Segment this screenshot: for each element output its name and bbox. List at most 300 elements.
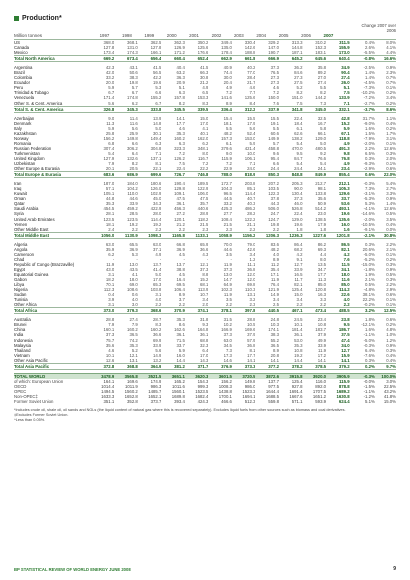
value-cell: 10.8 — [294, 347, 303, 353]
row-label: Equatorial Guinea — [14, 271, 49, 277]
value-cell: 37.3 — [270, 65, 279, 71]
value-cell: 15.0 — [200, 115, 209, 121]
value-cell: 15.2 — [200, 277, 209, 283]
footnote: *Includes crude oil, shale oil, oil sands and NGLs (the liquid content of natural gas where this is recovered separately). Excludes liquid fuels from other sources such as biomass and coal derivatives. — [14, 408, 346, 413]
value-cell: 84.6 — [294, 70, 303, 76]
value-cell: 473.4 — [303, 308, 327, 314]
value-cell: 7.1 — [155, 150, 162, 156]
value-cell: 4.1 — [131, 271, 138, 277]
value-cell: 38.3 — [129, 75, 138, 81]
row-label: Egypt — [14, 266, 25, 272]
share-cell: 2.2% — [386, 241, 396, 247]
value-cell: 95.4 — [270, 155, 279, 161]
value-cell: 65.5 — [129, 241, 138, 247]
row-label: Total Middle East — [14, 232, 91, 238]
value-cell: 47.5 — [200, 196, 209, 202]
value-cell: 4.6 — [178, 125, 185, 131]
value-cell: 28.9 — [200, 211, 209, 217]
row-label: Tunisia — [14, 297, 28, 303]
value-cell: 1652.8 — [124, 394, 138, 399]
value-cell: 112.3 — [103, 287, 115, 293]
value-cell: 37.3 — [223, 332, 232, 338]
change-cell: -0.3% — [350, 373, 375, 379]
value-cell: 14.6 — [223, 357, 232, 363]
value-cell: 14.1 — [247, 357, 256, 363]
change-cell: 1.6% — [365, 125, 375, 131]
value-cell: 571.1 — [291, 399, 303, 405]
row-label: Algeria — [14, 241, 28, 247]
value-cell: 82.1 — [294, 282, 303, 288]
value-cell: 17.9 — [317, 221, 327, 227]
value-cell: 22.1 — [152, 166, 162, 172]
value-cell: 18.2 — [105, 277, 115, 283]
value-cell: 20.4 — [223, 80, 232, 86]
row-label: Republic of Congo (Brazzaville) — [14, 261, 75, 267]
value-cell: 116.0 — [315, 378, 327, 384]
value-cell: 5.1 — [178, 85, 185, 91]
row-label: OPEC — [14, 388, 27, 394]
footnote: ‡Excludes Former Soviet Union. — [14, 413, 69, 418]
value-cell: 40.2 — [247, 65, 256, 71]
value-cell: 84.7 — [294, 155, 303, 161]
change-cell: -4.5% — [363, 80, 375, 86]
value-cell: 6.3 — [155, 140, 162, 146]
value-cell: 27.2 — [176, 211, 185, 217]
value-cell: 42.3 — [105, 65, 115, 71]
value-cell: 28.1 — [105, 211, 115, 217]
value-cell: 22.4 — [294, 115, 303, 121]
value-cell: 878.8 — [338, 383, 350, 389]
value-cell: 5.2 — [131, 347, 138, 353]
share-cell: 0.2% — [386, 256, 396, 262]
value-cell: 114.4 — [150, 216, 162, 222]
change-cell: 1.4% — [365, 75, 375, 81]
value-cell: 35.3 — [105, 201, 115, 207]
value-cell: 24.8 — [270, 317, 279, 323]
value-cell: 32.3 — [200, 342, 209, 348]
share-cell: 1.2% — [386, 337, 396, 343]
year-header: 2003 — [233, 33, 244, 38]
value-cell: 3565.8 — [114, 373, 138, 379]
share-cell: 9.7% — [375, 363, 396, 369]
value-cell: 153.3 — [197, 95, 209, 101]
value-cell: 118.8 — [339, 135, 350, 141]
value-cell: 173.4 — [103, 50, 115, 56]
value-cell: 75.7 — [105, 337, 115, 343]
share-cell: 4.1% — [386, 45, 396, 51]
value-cell: 1130.9 — [114, 232, 138, 238]
value-cell: 68.1 — [200, 282, 209, 288]
value-cell: 47.4 — [341, 337, 350, 343]
value-cell: 149.8 — [127, 135, 138, 141]
value-cell: 19.6 — [294, 221, 303, 227]
value-cell: 1667.6 — [289, 394, 303, 399]
change-cell: -4.1% — [363, 206, 375, 212]
value-cell: 35.8 — [317, 65, 327, 71]
value-cell: 162.6 — [174, 327, 185, 333]
share-cell: 3.4% — [386, 95, 396, 101]
share-cell: 0.1% — [386, 302, 396, 308]
value-cell: 149.9 — [268, 135, 279, 141]
value-cell: 458.8 — [268, 145, 279, 151]
value-cell: 14.7 — [223, 277, 232, 283]
value-cell: 2.2 — [155, 226, 162, 232]
value-cell: 6.1 — [225, 140, 232, 146]
value-cell: 11.9 — [270, 277, 279, 283]
value-cell: 13.7 — [152, 261, 162, 267]
value-cell: 1156.2 — [232, 232, 256, 238]
value-cell: 14.8 — [152, 120, 162, 126]
share-cell: 0.2% — [386, 100, 396, 106]
value-cell: 376.9 — [208, 363, 232, 369]
row-label: Brunei — [14, 322, 27, 328]
value-cell: 33.9 — [152, 342, 162, 348]
value-cell: 21.7 — [247, 80, 256, 86]
value-cell: 28.8 — [247, 317, 256, 323]
value-cell: 22.2 — [200, 166, 209, 172]
change-cell: -14.6% — [361, 211, 375, 217]
value-cell: 105.3 — [338, 186, 350, 192]
value-cell: 82.1 — [341, 246, 350, 252]
value-cell: 102.9 — [150, 191, 162, 197]
value-cell: 673.4 — [114, 56, 138, 62]
change-cell: -1.8% — [363, 266, 375, 272]
value-cell: 3601.5 — [208, 373, 232, 379]
share-cell: 0.1% — [386, 140, 396, 146]
units-label: Million tonnes — [14, 33, 43, 38]
share-cell: 3.0% — [386, 378, 396, 384]
value-cell: 35.6 — [317, 196, 327, 202]
value-cell: 19.6 — [152, 80, 162, 86]
value-cell: 19.8 — [270, 221, 279, 227]
value-cell: 2.2 — [249, 226, 256, 232]
change-cell: -10.5% — [361, 221, 375, 227]
value-cell: 454.5 — [103, 206, 115, 212]
value-cell: 2.2 — [296, 302, 303, 308]
change-cell: -5.0% — [363, 251, 375, 257]
value-cell: 125.4 — [291, 378, 303, 384]
value-cell: 10.1 — [294, 322, 303, 328]
share-cell: 0.9% — [386, 266, 396, 272]
value-cell: 49.9 — [317, 337, 327, 343]
value-cell: 1689.2 — [336, 388, 350, 394]
value-cell: 14.4 — [176, 357, 185, 363]
value-cell: 33.2 — [223, 201, 232, 207]
value-cell: 30.1 — [152, 130, 162, 136]
production-table-page — [14, 14, 396, 423]
value-cell: 55.2 — [270, 337, 279, 343]
value-cell: 3651.1 — [161, 373, 185, 379]
table-header — [14, 23, 396, 40]
value-cell: 348.1 — [197, 145, 209, 151]
value-cell: 1.2 — [249, 256, 256, 262]
value-cell: 28.4 — [247, 75, 256, 81]
share-cell: 2.3% — [386, 70, 396, 76]
value-cell: 18.4 — [294, 120, 303, 126]
value-cell: 19.2 — [152, 221, 162, 227]
change-cell: 3.2% — [350, 308, 375, 314]
value-cell: 368.8 — [114, 363, 138, 369]
value-cell: 379.2 — [326, 363, 350, 369]
value-cell: 1011.9 — [124, 383, 138, 389]
value-cell: 44.5 — [223, 196, 232, 202]
value-cell: 467.1 — [279, 308, 303, 314]
value-cell: 15.0 — [294, 292, 303, 298]
value-cell: 2.2 — [320, 302, 327, 308]
value-cell: 7.7 — [249, 90, 256, 96]
value-cell: 4.9 — [155, 251, 162, 257]
value-cell: 44.3 — [270, 201, 279, 207]
value-cell: 18.1 — [223, 120, 232, 126]
value-cell: 7.2 — [273, 90, 279, 96]
change-cell: -7.9% — [363, 135, 375, 141]
value-cell: 123.5 — [103, 216, 115, 222]
value-cell: 669.2 — [91, 56, 115, 62]
value-cell: 38.3 — [270, 332, 279, 338]
change-cell: -7.2% — [363, 95, 375, 101]
value-cell: 3620.3 — [185, 373, 209, 379]
share-cell: 1.4% — [386, 201, 396, 207]
value-cell: 1485.7 — [148, 388, 162, 394]
change-cell: -1.5% — [363, 383, 375, 389]
value-cell: 5.3 — [155, 85, 162, 91]
value-cell: 22.6 — [341, 292, 350, 298]
change-cell: 6.4% — [365, 347, 375, 353]
value-cell: 466.6 — [221, 399, 232, 405]
value-cell: 160.2 — [150, 327, 162, 333]
change-cell: 2.6% — [365, 45, 375, 51]
change-cell: 0.5% — [365, 282, 375, 288]
value-cell: 25.9 — [129, 130, 138, 136]
share-cell: 0.3% — [386, 347, 396, 353]
value-cell: 141.6 — [221, 95, 232, 101]
value-cell: - — [136, 256, 138, 262]
value-cell: 50.6 — [129, 70, 138, 76]
value-cell: 35.3 — [176, 317, 185, 323]
value-cell: 122.9 — [197, 186, 209, 192]
value-cell: 381.2 — [161, 363, 185, 369]
value-cell: 76.8 — [341, 155, 350, 161]
value-cell: 5.5 — [320, 85, 327, 91]
value-cell: 17.0 — [152, 277, 162, 283]
value-cell: 52.4 — [247, 130, 256, 136]
value-cell: 37.3 — [294, 196, 303, 202]
row-label: Other Europe & Eurasia — [14, 166, 60, 172]
value-cell: 1560.1 — [171, 388, 185, 394]
value-cell: 71.5 — [176, 337, 185, 343]
value-cell: 10.8 — [317, 322, 327, 328]
row-label: Australia — [14, 317, 31, 323]
value-cell: 131.0 — [127, 45, 138, 51]
value-cell: 1644.4 — [265, 388, 279, 394]
value-cell: 6.2 — [202, 140, 209, 146]
value-cell: 2.2 — [343, 302, 350, 308]
value-cell: 313.3 — [291, 40, 303, 45]
value-cell: 4.6 — [108, 347, 115, 353]
value-cell: 56.5 — [152, 70, 162, 76]
value-cell: 34.9 — [341, 65, 350, 71]
value-cell: 2.0 — [202, 302, 209, 308]
value-cell: 176.6 — [197, 50, 209, 56]
value-cell: 13.0 — [129, 261, 138, 267]
value-cell: 34.0 — [341, 342, 350, 348]
year-header: 2007 — [323, 33, 334, 38]
row-label: Saudi Arabia — [14, 206, 39, 212]
value-cell: 3.5 — [225, 297, 232, 303]
value-cell: 129.8 — [174, 186, 185, 192]
value-cell: 927.8 — [291, 383, 303, 389]
value-cell: 368.6 — [138, 308, 162, 314]
value-cell: 512.3 — [244, 399, 256, 405]
change-header: Change 2007 over 2006 — [361, 23, 396, 33]
value-cell: 85.0 — [317, 282, 327, 288]
value-cell: 4.0 — [343, 297, 350, 303]
change-cell: -2.5% — [363, 65, 375, 71]
value-cell: 184.0 — [127, 181, 138, 187]
value-cell: 8.8 — [202, 271, 209, 277]
value-cell: 212.1 — [338, 181, 350, 187]
value-cell: 7.2 — [225, 90, 232, 96]
value-cell: 2.3 — [202, 226, 209, 232]
value-cell: 37.8 — [270, 196, 279, 202]
change-cell: -1.1% — [363, 388, 375, 394]
share-cell: 0.5% — [386, 271, 396, 277]
value-cell: 34.3 — [152, 201, 162, 207]
row-label: Indonesia — [14, 337, 33, 343]
value-cell: 7.1 — [343, 100, 350, 106]
value-cell: 370.9 — [161, 308, 185, 314]
value-cell: 5.6 — [155, 347, 162, 353]
share-cell: 2.0% — [386, 155, 396, 161]
value-cell: 1.8 — [296, 226, 303, 232]
value-cell: 10.7 — [200, 292, 209, 298]
value-cell: 166.1 — [150, 50, 162, 56]
change-cell: -2.7% — [363, 100, 375, 106]
value-cell: 114.4 — [245, 191, 256, 197]
value-cell: 8.9 — [178, 292, 185, 298]
value-cell: 160.1 — [103, 327, 115, 333]
value-cell: 3.9 — [108, 297, 115, 303]
value-cell: 190.4 — [174, 181, 185, 187]
value-cell: 23.4 — [317, 317, 327, 323]
value-cell: 77.0 — [247, 70, 256, 76]
value-cell: 3521.5 — [138, 373, 162, 379]
share-cell: 8.0% — [386, 40, 396, 45]
value-cell: 85.1 — [247, 186, 256, 192]
value-cell: 68.2 — [294, 246, 303, 252]
value-cell: 169.6 — [127, 378, 138, 384]
value-cell: 110.0 — [127, 191, 138, 197]
value-cell: 1.6 — [343, 226, 350, 232]
share-cell: 0.1% — [386, 297, 396, 303]
footer-text: BP STATISTICAL REVIEW OF WORLD ENERGY JUNE 2008 — [14, 567, 131, 572]
value-cell: 6.7 — [131, 90, 138, 96]
change-cell: 1.4% — [365, 70, 375, 76]
value-cell: 35.9 — [105, 246, 115, 252]
value-cell: 559.8 — [268, 399, 279, 405]
value-cell: 173.0 — [338, 50, 350, 56]
value-cell: 9.5 — [343, 322, 350, 328]
value-cell: 172.7 — [221, 181, 232, 187]
row-label: Russian Federation — [14, 145, 52, 151]
value-cell: 491.3 — [338, 145, 350, 151]
value-cell: 488.5 — [326, 308, 350, 314]
value-cell: 28.0 — [152, 211, 162, 217]
share-cell: 22.0% — [375, 172, 396, 178]
row-label: Mexico — [14, 50, 28, 56]
share-cell: 0.9% — [386, 196, 396, 202]
value-cell: 57.9 — [247, 337, 256, 343]
value-cell: 3.2 — [249, 297, 256, 303]
change-cell: -9.3% — [363, 161, 375, 167]
value-cell: 108.6 — [127, 287, 138, 293]
value-cell: 17.9 — [247, 120, 256, 126]
value-cell: 4.9 — [343, 161, 350, 167]
value-cell: 125.6 — [244, 95, 256, 101]
value-cell: 1236.3 — [279, 232, 303, 238]
value-cell: 8.9 — [273, 256, 279, 262]
value-cell: 24.4 — [270, 166, 279, 172]
value-cell: 35.7 — [200, 201, 209, 207]
value-cell: 174.3 — [127, 50, 138, 56]
value-cell: 7.9 — [108, 322, 115, 328]
value-cell: 9.8 — [343, 150, 350, 156]
row-label: Vietnam — [14, 352, 30, 358]
value-cell: 10.2 — [223, 322, 232, 328]
value-cell: 2.3 — [225, 226, 232, 232]
value-cell: 35.3 — [294, 342, 303, 348]
value-cell: 3.3 — [320, 297, 327, 303]
value-cell: 164.8 — [197, 327, 209, 333]
value-cell: 18.0 — [341, 271, 350, 277]
value-cell: 12.7 — [341, 347, 350, 353]
page-title — [14, 14, 396, 23]
value-cell: 14.1 — [270, 357, 279, 363]
value-cell: 30.0 — [223, 75, 232, 81]
year-header: 2002 — [211, 33, 222, 38]
value-cell: 5.3 — [131, 251, 138, 257]
share-cell: 2.9% — [386, 287, 396, 293]
value-cell: 746.8 — [185, 172, 209, 178]
change-cell: 31.7% — [362, 115, 375, 121]
value-cell: 16.7 — [317, 120, 327, 126]
value-cell: 35.6 — [105, 342, 115, 348]
row-label: of which: European Union — [14, 378, 64, 384]
value-cell: 42.2 — [152, 75, 162, 81]
value-cell: 306.2 — [127, 145, 138, 151]
value-cell: 425.3 — [221, 206, 232, 212]
row-label: Colombia — [14, 75, 33, 81]
value-cell: 36.9 — [176, 246, 185, 252]
value-cell: 8.9 — [225, 100, 232, 106]
value-cell: 15.5 — [247, 115, 256, 121]
value-cell: 42.0 — [105, 70, 115, 76]
value-cell: 666.9 — [255, 56, 279, 62]
value-cell: 362.5 — [150, 40, 162, 45]
value-cell: 41.4 — [152, 266, 162, 272]
value-cell: 645.2 — [279, 56, 303, 62]
value-cell: 8.0 — [320, 256, 327, 262]
row-label: TOTAL WORLD — [14, 373, 91, 379]
value-cell: 53.0 — [294, 337, 303, 343]
row-label: Sudan — [14, 292, 27, 298]
value-cell: 373.3 — [232, 363, 256, 369]
value-cell: 3905.9 — [326, 373, 350, 379]
value-cell: 27.4 — [129, 317, 138, 323]
value-cell: 36.5 — [270, 342, 279, 348]
value-cell: 69.0 — [129, 282, 138, 288]
value-cell: 3.4 — [202, 297, 209, 303]
